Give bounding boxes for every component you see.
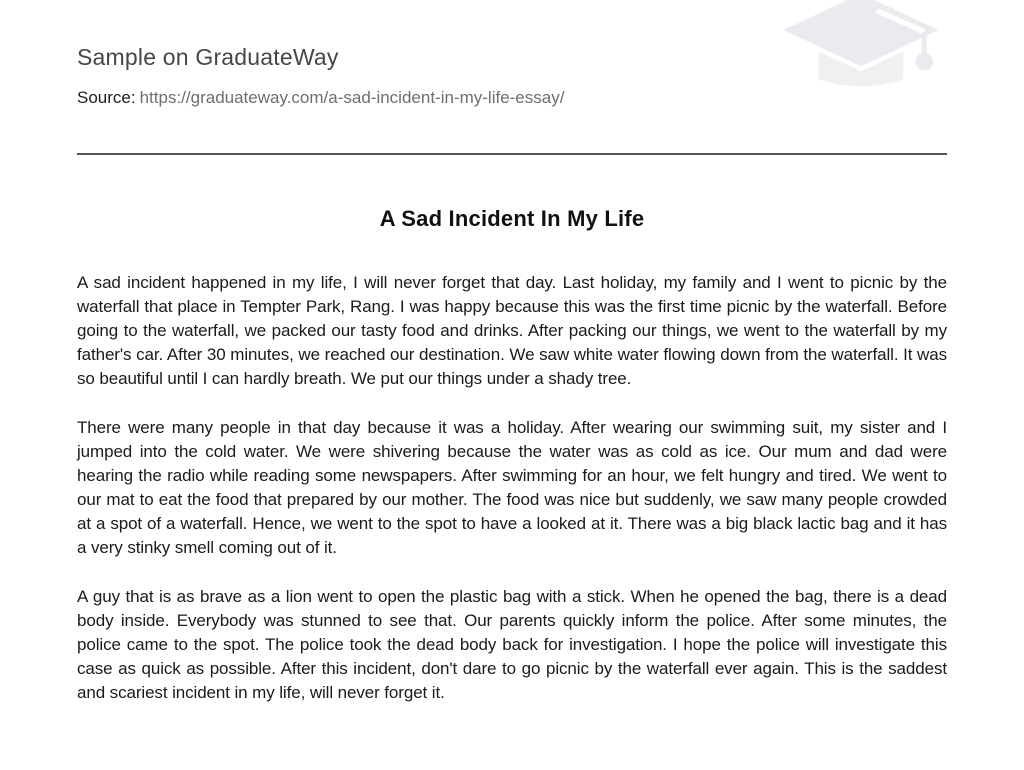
source-url-text: https://graduateway.com/a-sad-incident-in-my-life-essay/: [139, 88, 565, 107]
site-title: Sample on GraduateWay: [77, 44, 339, 70]
essay-paragraph-2: There were many people in that day because it was a holiday. After wearing our swimming suit, my sister and I jumped into the cold water. We were shivering because the water was as cold as ice. Our mum and dad were hearing the radio while reading some newspapers. After swimming for an hour, we felt hungry and tired. We went to our mat to eat the food that prepared by our mother. The food was nice but suddenly, we saw many people crowded at a spot of a waterfall. Hence, we went to the spot to have a looked at it. There was a big black lactic bag and it has a very stinky smell coming out of it.: [77, 418, 947, 557]
essay-title: A Sad Incident In My Life: [379, 206, 645, 231]
graduation-cap-icon: [773, 0, 949, 104]
page-header: [77, 44, 947, 108]
essay-paragraph-1: A sad incident happened in my life, I will never forget that day. Last holiday, my family and I went to picnic by the waterfall that place in Tempter Park, Rang. I was happy because this was the first time picnic by the waterfall. Before going to the waterfall, we packed our tasty food and drinks. After packing our things, we went to the waterfall by my father's car. After 30 minutes, we reached our destination. We saw white water flowing down from the waterfall. It was so beautiful until I can hardly breath. We put our things under a shady tree.: [77, 273, 947, 388]
essay-paragraph-3: A guy that is as brave as a lion went to open the plastic bag with a stick. When he opened the bag, there is a dead body inside. Everybody was stunned to see that. Our parents quickly inform the police. After some minutes, the police came to the spot. The police took the dead body back for investigation. I hope the police will investigate this case as quick as possible. After this incident, don't dare to go picnic by the waterfall ever again. This is the saddest and scariest incident in my life, will never forget it.: [77, 587, 947, 702]
source-url-link[interactable]: [140, 88, 565, 107]
document-page: [77, 0, 947, 705]
essay-body: [77, 271, 947, 705]
header-divider: [77, 153, 947, 155]
source-label: Source:: [77, 88, 136, 107]
